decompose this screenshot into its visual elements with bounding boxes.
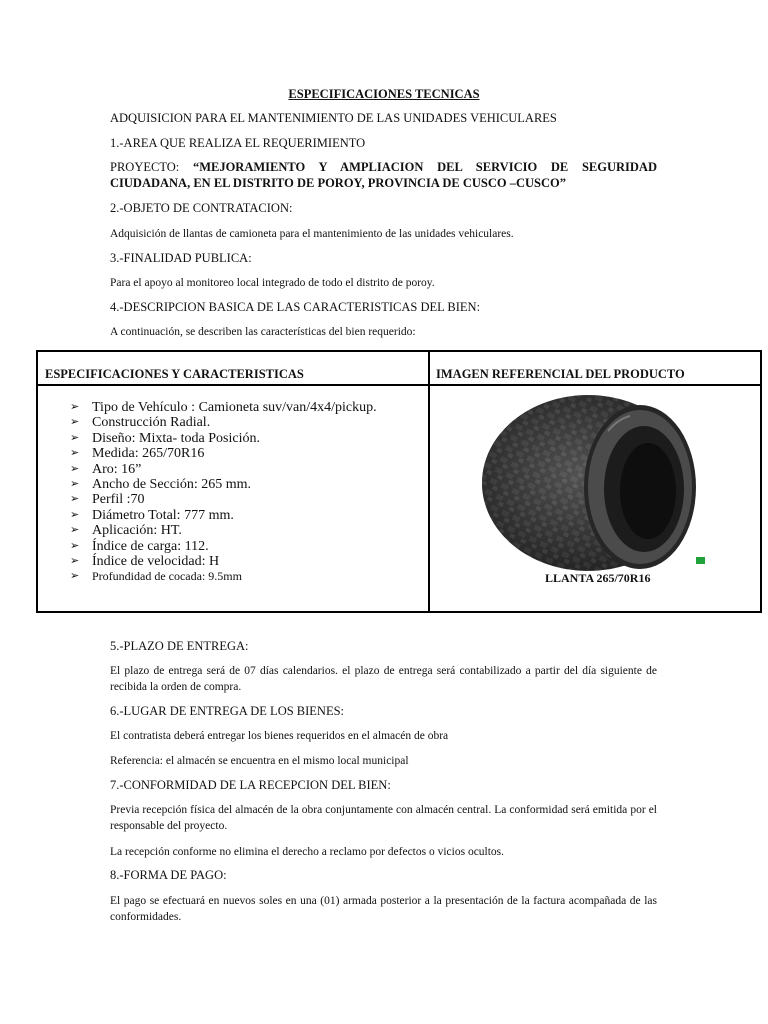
feature-item — [70, 539, 428, 554]
feature-item — [70, 462, 428, 477]
section-3-text: Para el apoyo al monitoreo local integrado de todo el distrito de poroy. — [110, 277, 435, 289]
arrow-bullet-icon: ➢ — [70, 416, 80, 429]
feature-item — [70, 400, 428, 415]
arrow-bullet-icon: ➢ — [70, 431, 80, 444]
section-7-text-2: La recepción conforme no elimina el derecho a reclamo por defectos o vicios ocultos. — [110, 846, 505, 858]
feature-text: Perfil :70 — [92, 492, 145, 508]
image-cell — [429, 385, 761, 612]
project-label: PROYECTO: — [110, 160, 193, 174]
feature-item — [70, 446, 428, 461]
specifications-table — [36, 350, 762, 613]
feature-item — [70, 569, 428, 584]
project-paragraph — [110, 159, 657, 191]
section-6-text-1: El contratista deberá entregar los bienes requeridos en el almacén de obra — [110, 730, 449, 742]
document-subtitle: ADQUISICION PARA EL MANTENIMIENTO DE LAS UNIDADES VEHICULARES — [110, 111, 557, 125]
section-7-heading: 7.-CONFORMIDAD DE LA RECEPCION DEL BIEN: — [110, 778, 391, 792]
document-title: ESPECIFICACIONES TECNICAS — [288, 87, 480, 101]
feature-text: Construcción Radial. — [92, 415, 211, 431]
feature-item — [70, 554, 428, 569]
section-5-heading: 5.-PLAZO DE ENTREGA: — [110, 639, 249, 653]
arrow-bullet-icon: ➢ — [70, 570, 80, 583]
feature-item — [70, 477, 428, 492]
specs-header: ESPECIFICACIONES Y CARACTERISTICAS — [45, 367, 304, 381]
arrow-bullet-icon: ➢ — [70, 524, 80, 537]
section-4-heading: 4.-DESCRIPCION BASICA DE LAS CARACTERISTICAS DEL BIEN: — [110, 300, 481, 314]
feature-text: Diámetro Total: 777 mm. — [92, 507, 234, 523]
feature-item — [70, 431, 428, 446]
tire-image — [478, 391, 703, 574]
image-header-cell — [429, 351, 761, 385]
feature-text: Tipo de Vehículo : Camioneta suv/van/4x4/pickup. — [92, 400, 377, 415]
section-3-heading: 3.-FINALIDAD PUBLICA: — [110, 251, 252, 265]
feature-text: Medida: 265/70R16 — [92, 446, 205, 462]
section-5-text: El plazo de entrega será de 07 días calendarios. el plazo de entrega será contabilizado a partir del día siguiente de recibida la orden de compra. — [110, 665, 657, 693]
feature-item — [70, 508, 428, 523]
green-marker — [696, 557, 705, 564]
feature-text: Índice de velocidad: H — [92, 554, 220, 570]
arrow-bullet-icon: ➢ — [70, 555, 80, 568]
features-cell — [37, 385, 429, 612]
feature-text: Aplicación: HT. — [92, 523, 182, 539]
arrow-bullet-icon: ➢ — [70, 493, 80, 506]
section-4-text: A continuación, se describen las características del bien requerido: — [110, 326, 416, 338]
feature-text: Índice de carga: 112. — [92, 538, 209, 554]
feature-text: Profundidad de cocada: 9.5mm — [92, 569, 242, 584]
feature-item — [70, 415, 428, 430]
section-6-text-2: Referencia: el almacén se encuentra en el mismo local municipal — [110, 755, 409, 767]
project-name: “MEJORAMIENTO Y AMPLIACION DEL SERVICIO DE SEGURIDAD CIUDADANA, EN EL DISTRITO DE POROY, PROVINCIA DE CUSCO –CUSCO” — [110, 160, 657, 190]
image-header: IMAGEN REFERENCIAL DEL PRODUCTO — [436, 367, 685, 381]
image-caption: LLANTA 265/70R16 — [545, 571, 651, 585]
section-1-heading: 1.-AREA QUE REALIZA EL REQUERIMIENTO — [110, 136, 366, 150]
arrow-bullet-icon: ➢ — [70, 539, 80, 552]
features-list — [38, 386, 428, 585]
feature-item — [70, 492, 428, 507]
feature-text: Diseño: Mixta- toda Posición. — [92, 430, 260, 446]
specs-header-cell — [37, 351, 429, 385]
feature-text: Ancho de Sección: 265 mm. — [92, 477, 252, 493]
arrow-bullet-icon: ➢ — [70, 508, 80, 521]
section-8-heading: 8.-FORMA DE PAGO: — [110, 868, 227, 882]
arrow-bullet-icon: ➢ — [70, 462, 80, 475]
feature-item — [70, 523, 428, 538]
arrow-bullet-icon: ➢ — [70, 478, 80, 491]
feature-text: Aro: 16” — [92, 461, 142, 477]
section-7-text-1: Previa recepción física del almacén de la obra conjuntamente con almacén central. La conformidad será emitida por el responsable del proyecto. — [110, 804, 657, 832]
arrow-bullet-icon: ➢ — [70, 447, 80, 460]
arrow-bullet-icon: ➢ — [70, 401, 80, 413]
section-2-text: Adquisición de llantas de camioneta para el mantenimiento de las unidades vehiculares. — [110, 228, 514, 240]
section-6-heading: 6.-LUGAR DE ENTREGA DE LOS BIENES: — [110, 704, 345, 718]
section-8-text: El pago se efectuará en nuevos soles en una (01) armada posterior a la presentación de la factura acompañada de las conformidades. — [110, 895, 657, 923]
section-2-heading: 2.-OBJETO DE CONTRATACION: — [110, 201, 293, 215]
